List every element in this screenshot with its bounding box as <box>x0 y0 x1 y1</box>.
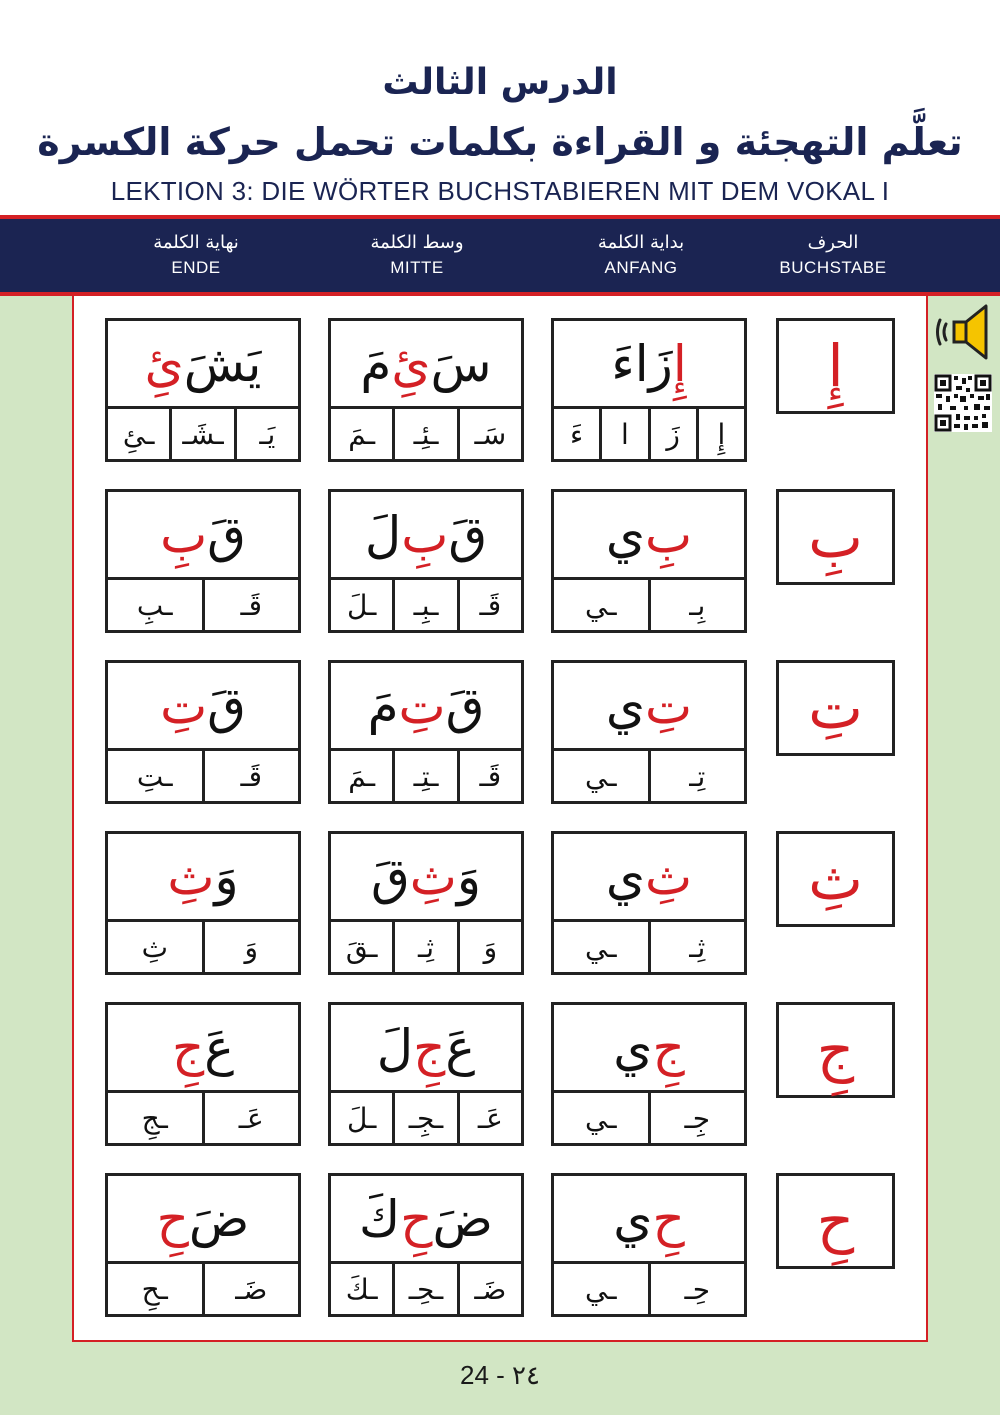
word-card-start <box>551 1173 747 1317</box>
word-part: مَ <box>367 676 399 735</box>
spelling-segment: قَـ <box>202 751 299 801</box>
spelling-segment: وَ <box>202 922 299 972</box>
spelling-segment: ـئِ <box>122 417 155 451</box>
spelling-segment: ـي <box>584 1272 617 1306</box>
spelling-segment: ضَـ <box>202 1264 299 1314</box>
word-highlight-letter: بِ <box>160 505 208 564</box>
word-text <box>554 321 744 409</box>
column-header-bar <box>0 215 1000 296</box>
word-part: لَ <box>376 1018 414 1077</box>
word-highlight-letter: جِ <box>413 1018 446 1077</box>
letter-card: ثِ <box>776 831 895 927</box>
word-highlight-letter: ثِ <box>167 847 215 906</box>
word-text <box>331 663 521 751</box>
word-part: وَ <box>214 847 239 906</box>
spelling-segment: جِـ <box>648 1093 745 1143</box>
word-card-end <box>105 660 301 804</box>
word-text <box>108 834 298 922</box>
spelling-segment: وَ <box>457 922 521 972</box>
lesson-subtitle-german: LEKTION 3: DIE WÖRTER BUCHSTABIEREN MIT DEM VOKAL I <box>110 176 890 206</box>
word-card-start <box>551 1002 747 1146</box>
spelling-segment: ـي <box>584 588 617 622</box>
word-card-start <box>551 660 747 804</box>
spelling-segment: ـتِ <box>136 759 173 793</box>
word-text <box>331 321 521 409</box>
word-part: قَ <box>207 505 246 564</box>
spelling-segments <box>331 922 521 972</box>
column-header-start-ar: بداية الكلمة <box>597 232 685 253</box>
lesson-title: الدرس الثالث <box>382 62 618 103</box>
word-part: ضَ <box>188 1189 250 1248</box>
word-part: سَ <box>430 334 492 393</box>
word-text <box>108 663 298 751</box>
spelling-segment: ـجِـ <box>392 1093 456 1143</box>
spelling-segments <box>554 1264 744 1314</box>
spelling-segments <box>554 409 744 459</box>
spelling-segment: ـتِـ <box>392 751 456 801</box>
spelling-segments <box>108 1264 298 1314</box>
spelling-segments <box>331 580 521 630</box>
word-part: قَ <box>207 676 246 735</box>
word-text <box>554 492 744 580</box>
word-part: ي <box>613 1018 653 1077</box>
word-highlight-letter: بِ <box>401 505 449 564</box>
spelling-segments <box>554 751 744 801</box>
spelling-segments <box>331 1093 521 1143</box>
word-highlight-letter: إِ <box>672 334 687 393</box>
word-highlight-letter: جِ <box>171 1018 205 1077</box>
word-highlight-letter: حِ <box>652 1189 685 1248</box>
spelling-segment: ءَ <box>570 417 584 451</box>
spelling-segment: ـي <box>584 759 617 793</box>
word-text <box>108 321 298 409</box>
word-text <box>554 1176 744 1264</box>
word-text <box>108 492 298 580</box>
spelling-segment: ـقَ <box>345 930 378 964</box>
spelling-segments <box>108 409 298 459</box>
spelling-segment: ـي <box>584 1101 617 1135</box>
spelling-segment: ثِ <box>141 930 168 964</box>
word-text <box>554 663 744 751</box>
spelling-segment: ـشَـ <box>169 409 233 459</box>
spelling-segment: ثِـ <box>392 922 456 972</box>
speaker-audio-icon[interactable] <box>932 300 996 364</box>
word-text <box>108 1005 298 1093</box>
left-margin-band <box>0 296 72 1415</box>
word-card-end <box>105 1002 301 1146</box>
word-part: قَ <box>445 676 485 735</box>
spelling-segment: ـمَ <box>348 759 376 793</box>
spelling-segment: ـي <box>584 930 617 964</box>
right-margin-band <box>928 296 1000 1415</box>
column-header-end-de: ENDE <box>171 258 221 277</box>
word-card-end <box>105 1173 301 1317</box>
word-part: مَ <box>360 334 392 393</box>
spelling-segment: زَ <box>648 409 696 459</box>
column-header-letter <box>733 231 933 281</box>
spelling-segment: ـكَ <box>345 1272 378 1306</box>
spelling-segment: بِـ <box>648 580 745 630</box>
word-text <box>554 834 744 922</box>
word-part: ضَ <box>432 1189 493 1248</box>
spelling-segments <box>554 580 744 630</box>
spelling-segment: ـلَ <box>346 1101 377 1135</box>
column-header-middle-de: MITTE <box>390 258 444 277</box>
word-card-middle <box>328 1173 524 1317</box>
spelling-segment: قَـ <box>457 751 521 801</box>
spelling-segment: ـجِ <box>141 1101 168 1135</box>
word-card-middle <box>328 489 524 633</box>
word-card-start <box>551 831 747 975</box>
spelling-segment: ـئِـ <box>392 409 456 459</box>
letter-card: حِ <box>776 1173 895 1269</box>
spelling-segment: تِـ <box>648 751 745 801</box>
word-card-middle <box>328 318 524 462</box>
lesson-subtitle: تعلَّم التهجئة و القراءة بكلمات تحمل حركة الكسرة <box>37 120 963 164</box>
spelling-segment: عَـ <box>457 1093 521 1143</box>
spelling-segment: ـبِ <box>136 588 173 622</box>
spelling-segment: ضَـ <box>457 1264 521 1314</box>
column-header-middle <box>317 231 517 281</box>
column-header-start-de: ANFANG <box>604 258 678 277</box>
word-highlight-letter: حِ <box>400 1189 433 1248</box>
spelling-segment: ـحِـ <box>392 1264 456 1314</box>
spelling-segments <box>331 409 521 459</box>
word-highlight-letter: تِ <box>645 676 693 735</box>
word-part: ي <box>605 505 646 564</box>
word-card-end <box>105 318 301 462</box>
word-highlight-letter: ئِ <box>391 334 431 393</box>
word-part: يَشَ <box>183 334 262 393</box>
word-card-middle <box>328 1002 524 1146</box>
word-part: قَ <box>448 505 488 564</box>
spelling-segments <box>331 751 521 801</box>
spelling-segments <box>331 1264 521 1314</box>
spelling-segments <box>108 922 298 972</box>
spelling-segment: عَـ <box>202 1093 299 1143</box>
word-text <box>331 1005 521 1093</box>
spelling-segments <box>108 580 298 630</box>
word-text <box>108 1176 298 1264</box>
word-card-start <box>551 318 747 462</box>
word-text <box>331 492 521 580</box>
word-part: قَ <box>370 847 410 906</box>
column-header-end-ar: نهاية الكلمة <box>153 232 239 253</box>
letter-card: إِ <box>776 318 895 414</box>
column-header-letter-de: BUCHSTABE <box>779 258 887 277</box>
word-highlight-letter: حِ <box>156 1189 189 1248</box>
word-card-middle <box>328 831 524 975</box>
spelling-segment: إِ <box>696 409 744 459</box>
word-highlight-letter: تِ <box>398 676 446 735</box>
word-card-middle <box>328 660 524 804</box>
column-header-letter-ar: الحرف <box>807 232 859 253</box>
spelling-segment: قَـ <box>202 580 299 630</box>
word-part: ي <box>605 676 646 735</box>
spelling-segment: ـبِـ <box>392 580 456 630</box>
column-header-middle-ar: وسط الكلمة <box>370 232 464 253</box>
word-text <box>554 1005 744 1093</box>
column-header-start <box>541 231 741 281</box>
word-part: عَ <box>204 1018 235 1077</box>
word-highlight-letter: ثِ <box>645 847 693 906</box>
spelling-segment: سَـ <box>457 409 521 459</box>
letter-card: بِ <box>776 489 895 585</box>
word-part: ي <box>613 1189 653 1248</box>
spelling-segment: حِـ <box>648 1264 745 1314</box>
word-highlight-letter: جِ <box>652 1018 685 1077</box>
word-highlight-letter: ئِ <box>144 334 184 393</box>
page-number: 24 - ٢٤ <box>460 1360 540 1390</box>
word-part: لَ <box>364 505 402 564</box>
spelling-segment: قَـ <box>457 580 521 630</box>
spelling-segments <box>108 1093 298 1143</box>
word-text <box>331 1176 521 1264</box>
spelling-segments <box>108 751 298 801</box>
spelling-segment: ثِـ <box>648 922 745 972</box>
word-card-end <box>105 489 301 633</box>
word-card-start <box>551 489 747 633</box>
word-highlight-letter: بِ <box>645 505 693 564</box>
qr-code-icon[interactable] <box>934 374 992 432</box>
spelling-segment: ـلَ <box>346 588 377 622</box>
word-part: عَ <box>445 1018 476 1077</box>
word-card-end <box>105 831 301 975</box>
word-highlight-letter: ثِ <box>409 847 457 906</box>
spelling-segments <box>554 1093 744 1143</box>
letter-card: تِ <box>776 660 895 756</box>
spelling-segment: ـحِ <box>141 1272 168 1306</box>
word-part: كَ <box>359 1189 401 1248</box>
column-header-end <box>96 231 296 281</box>
spelling-segment: ا <box>599 409 647 459</box>
word-part: وَ <box>456 847 482 906</box>
word-part: ي <box>605 847 646 906</box>
word-highlight-letter: تِ <box>160 676 208 735</box>
spelling-segment: ـمَ <box>348 417 376 451</box>
spelling-segments <box>554 922 744 972</box>
word-text <box>331 834 521 922</box>
letter-card: جِ <box>776 1002 895 1098</box>
spelling-segment: يَـ <box>234 409 298 459</box>
word-part: زَاءَ <box>611 334 673 393</box>
